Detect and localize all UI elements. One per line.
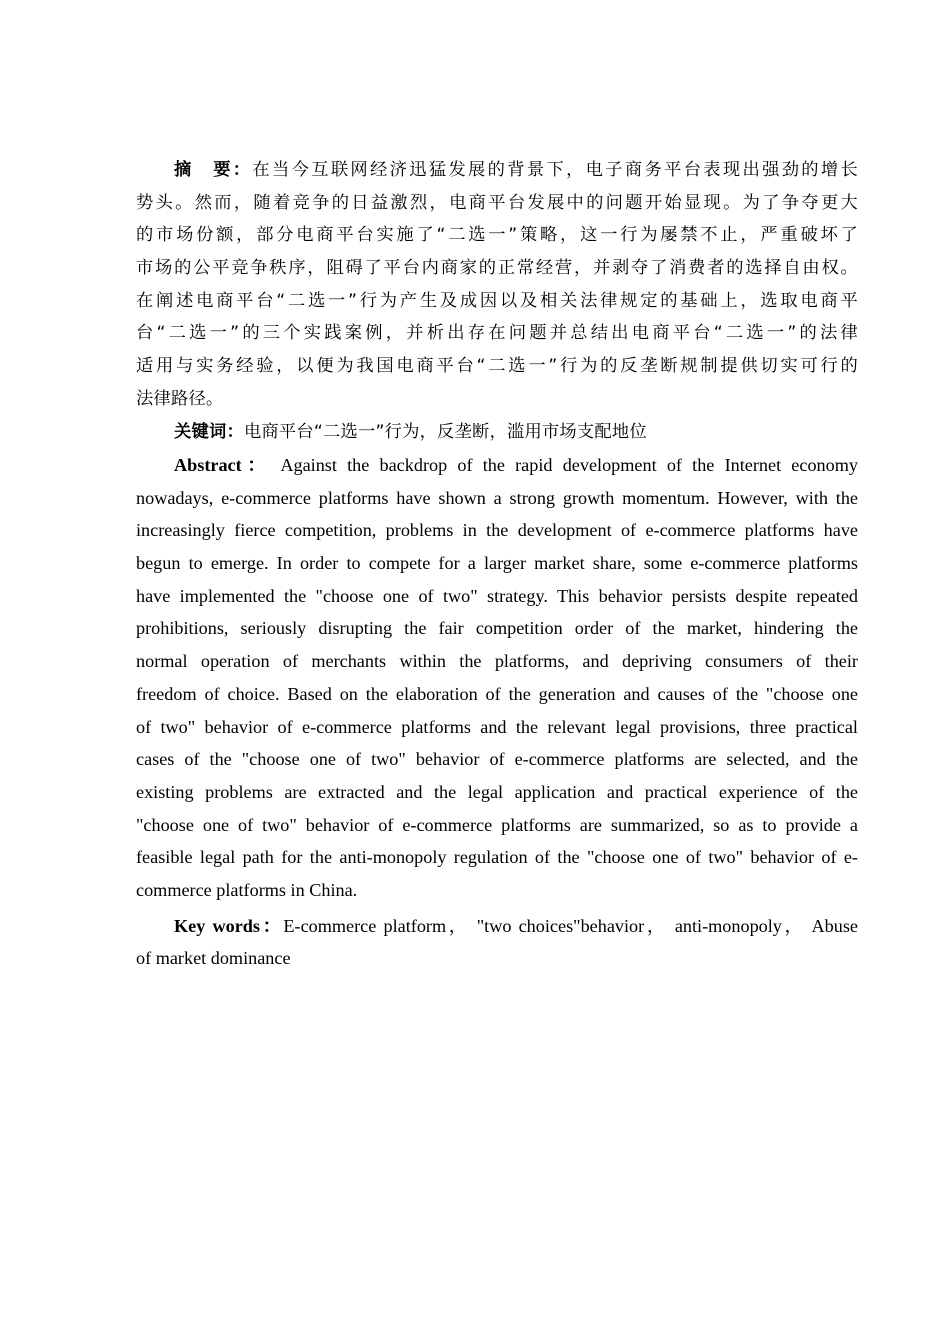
chinese-abstract [136, 154, 858, 448]
abstract-line: feasible legal path for the anti-monopoly regulation of the "choose one of two" behavior of e- [136, 847, 858, 868]
abstract-label: 摘 要： [174, 160, 253, 180]
abstract-line: 市场的公平竞争秩序，阻碍了平台内商家的正常经营，并剥夺了消费者的选择自由权。 [136, 258, 858, 279]
chinese-keywords: 关键词：电商平台“二选一”行为，反垄断，滥用市场支配地位 [174, 421, 647, 442]
keywords-label: 关键词： [174, 421, 244, 442]
abstract-line: 适用与实务经验，以便为我国电商平台“二选一”行为的反垄断规制提供切实可行的 [136, 356, 858, 377]
abstract-line: cases of the "choose one of two" behavior of e-commerce platforms are selected, and the [136, 749, 858, 770]
abstract-line: 的市场份额，部分电商平台实施了“二选一”策略，这一行为屡禁不止，严重破坏了 [136, 225, 858, 246]
abstract-label: Abstract： [174, 455, 272, 475]
abstract-line: have implemented the "choose one of two" strategy. This behavior persists despite repeated [136, 585, 858, 606]
english-abstract [136, 449, 858, 975]
abstract-line: existing problems are extracted and the legal application and practical experience of the [136, 781, 858, 802]
keywords-line: of market dominance [136, 948, 291, 969]
abstract-line: prohibitions, seriously disrupting the fair competition order of the market, hindering the [136, 618, 858, 639]
english-keywords: Key words：E-commerce platform， "two choices"behavior， anti-monopoly， Abuse [174, 915, 858, 936]
abstract-line: begun to emerge. In order to compete for a larger market share, some e-commerce platforms [136, 553, 858, 574]
abstract-line: 摘 要：在当今互联网经济迅猛发展的背景下，电子商务平台表现出强劲的增长 [174, 160, 858, 180]
abstract-line: commerce platforms in China. [136, 879, 358, 900]
abstract-line: nowadays, e-commerce platforms have shown a strong growth momentum. However, with the [136, 487, 858, 508]
abstract-line: increasingly fierce competition, problems in the development of e-commerce platforms have [136, 520, 858, 541]
abstract-line: of two" behavior of e-commerce platforms and the relevant legal provisions, three practical [136, 716, 858, 737]
keywords-label: Key words： [174, 915, 284, 936]
abstract-line: 势头。然而，随着竞争的日益激烈，电商平台发展中的问题开始显现。为了争夺更大 [136, 192, 858, 213]
abstract-line: freedom of choice. Based on the elaboration of the generation and causes of the "choose one [136, 683, 858, 704]
abstract-line: Abstract： Against the backdrop of the rapid development of the Internet economy [174, 455, 858, 475]
abstract-line: 法律路径。 [136, 388, 224, 409]
abstract-line: 台“二选一”的三个实践案例，并析出存在问题并总结出电商平台“二选一”的法律 [136, 323, 858, 344]
abstract-line: 在阐述电商平台“二选一”行为产生及成因以及相关法律规定的基础上，选取电商平 [136, 290, 858, 311]
abstract-line: normal operation of merchants within the platforms, and depriving consumers of their [136, 651, 858, 672]
abstract-line: "choose one of two" behavior of e-commerce platforms are summarized, so as to provide a [136, 814, 858, 835]
